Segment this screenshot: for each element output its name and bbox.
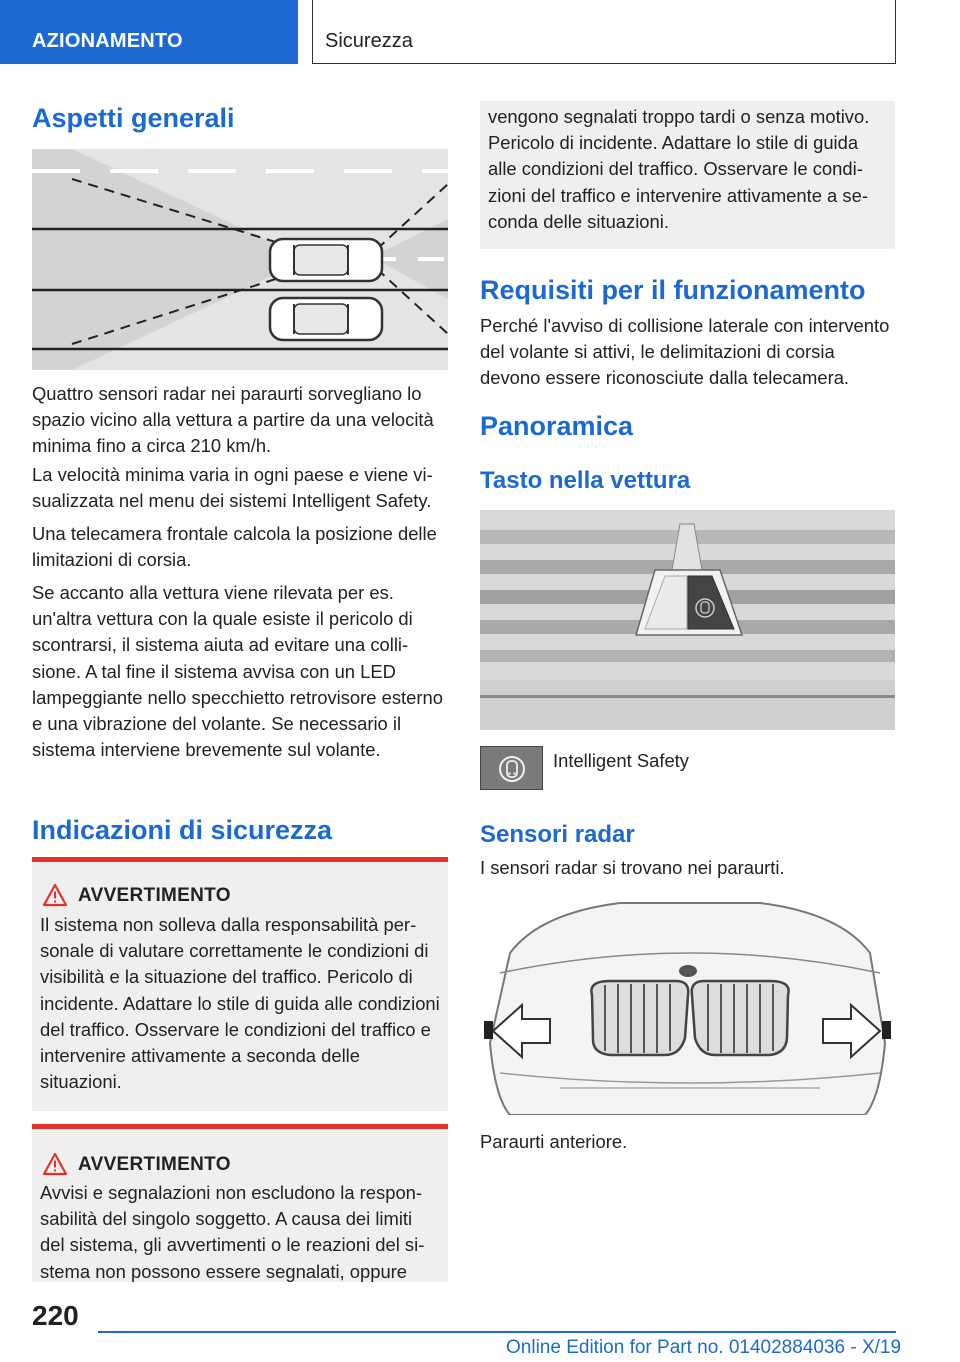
bumper-photo-graphic <box>480 893 895 1115</box>
paragraph-requirements: Perché l'avviso di collisione laterale con intervento del volante si attivi, le delimitazioni di corsia devono essere riconosciute dalla telecamera. <box>480 315 890 389</box>
heading-overview: Panoramica <box>480 411 634 441</box>
lane-diagram-graphic <box>32 149 448 370</box>
paragraph-min-speed: La velocità minima varia in ogni paese e viene visualizzata nel menu dei sistemi Intelligent Safety. <box>32 464 433 512</box>
button-photo-graphic <box>480 510 895 730</box>
warning-bar <box>32 857 448 862</box>
warning-text: vengono segnalati troppo tardi o senza motivo. Pericolo di incidente. Adattare lo stile di guida alle condizioni del traffico. Osservare le condizioni del traffico e intervenire attivamente a seconda delle situazioni. <box>488 106 870 232</box>
warning-box-2 <box>32 1124 448 1282</box>
footer-edition: Online Edition for Part no. 01402884036 - X/19 <box>506 1337 902 1358</box>
intelligent-safety-icon-graphic <box>481 747 543 790</box>
warning-triangle-icon <box>42 1152 68 1176</box>
caption-bumper: Paraurti anteriore. <box>480 1131 628 1152</box>
section-title: Sicurezza <box>325 30 413 52</box>
paragraph-radar: I sensori radar si trovano nei paraurti. <box>480 857 785 878</box>
heading-radar: Sensori radar <box>480 821 635 848</box>
heading-requirements: Requisiti per il funzionamento <box>480 275 866 305</box>
chapter-title: AZIONAMENTO <box>32 30 183 52</box>
button-photo <box>480 510 895 730</box>
warning-title: AVVERTIMENTO <box>78 885 231 906</box>
warning-box-2-continued <box>480 101 895 249</box>
warning-text: Il sistema non solleva dalla responsabilità personale di valutare correttamente le condizioni di visibilità e la situazione del traffico. Pericolo di incidente. Adattare lo stile di guida alle condizioni del traffico. Osservare le condizioni del traffico e intervenire attivamente a seconda delle situazioni. <box>40 914 440 1093</box>
section-header <box>312 0 896 64</box>
page-number: 220 <box>32 1300 79 1331</box>
chapter-tab <box>0 0 298 64</box>
warning-triangle-icon <box>42 883 68 907</box>
lane-diagram <box>32 149 448 370</box>
heading-button: Tasto nella vettura <box>480 467 691 494</box>
warning-bar <box>32 1124 448 1129</box>
heading-general: Aspetti generali <box>32 103 235 133</box>
paragraph-sensors: Quattro sensori radar nei paraurti sorvegliano lo spazio vicino alla vettura a partire da una velocità minima fino a circa 210 km/h. <box>32 383 434 457</box>
warning-text: Avvisi e segnalazioni non escludono la responsabilità del singolo soggetto. A causa dei limiti del sistema, gli avvertimenti o le reazioni del sistema non possono essere segnalati, oppure <box>40 1182 425 1282</box>
paragraph-camera: Una telecamera frontale calcola la posizione delle limitazioni di corsia. <box>32 523 437 571</box>
footer-divider <box>98 1331 896 1333</box>
intelligent-safety-label: Intelligent Safety <box>553 750 689 771</box>
warning-title: AVVERTIMENTO <box>78 1154 231 1175</box>
bumper-photo <box>480 893 895 1115</box>
intelligent-safety-icon <box>480 746 543 790</box>
warning-box-1 <box>32 857 448 1111</box>
paragraph-function: Se accanto alla vettura viene rilevata per es. un'altra vettura con la quale esiste il pericolo di scontrarsi, il sistema aiuta ad evitare una collisione. A tal fine il sistema avvisa con un LED lampeggiante nello specchietto retrovisore esterno e una vibrazione del volante. Se necessario il sistema interviene brevemente sul volante. <box>32 582 443 761</box>
heading-safety: Indicazioni di sicurezza <box>32 815 333 845</box>
